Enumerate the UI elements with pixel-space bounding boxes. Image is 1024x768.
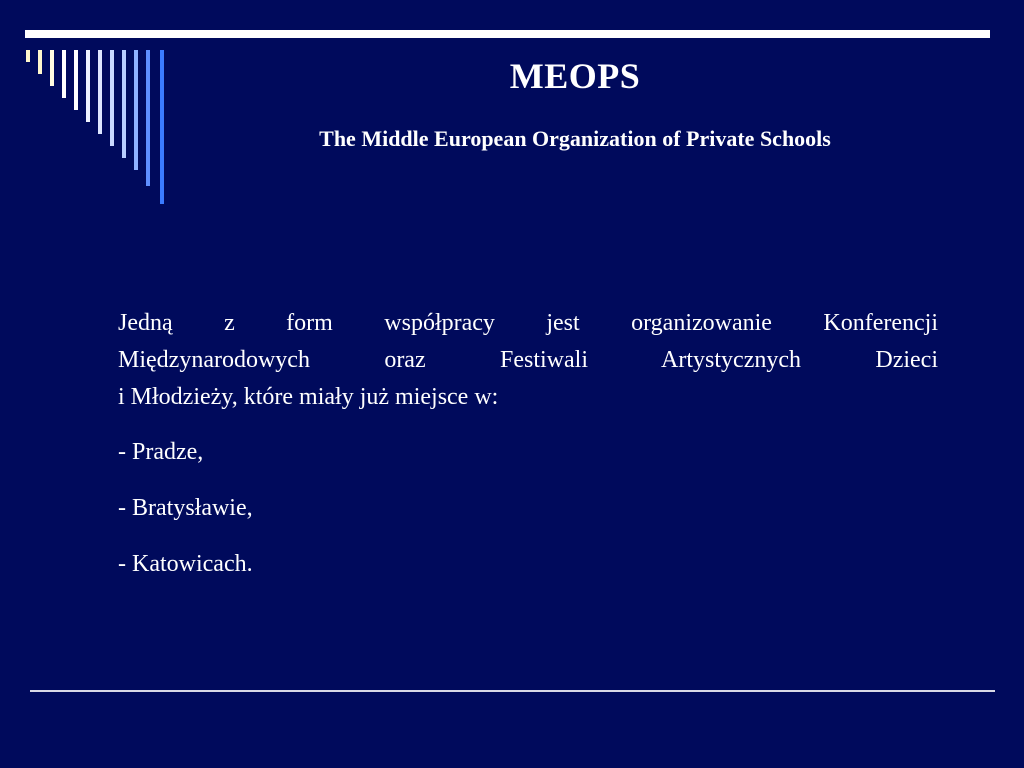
list-item-katowice: - Katowicach. [118,551,253,577]
paragraph-line: Jedną z form współpracy jest organizowanie Konferencji [118,310,938,336]
bottom-divider [30,690,995,692]
slide-body [118,305,938,584]
list-item-prague: - Pradze, [118,439,204,465]
paragraph [118,305,938,416]
paragraph-line: i Młodzieży, które miały już miejsce w: [118,384,499,410]
slide-subtitle: The Middle European Organization of Private Schools [319,126,831,151]
list-item-bratislava: - Bratysławie, [118,495,253,521]
slide-title: MEOPS [509,56,641,96]
paragraph-line: Międzynarodowych oraz Festiwali Artystycznych Dzieci [118,347,938,373]
decorative-stripes [0,0,180,210]
